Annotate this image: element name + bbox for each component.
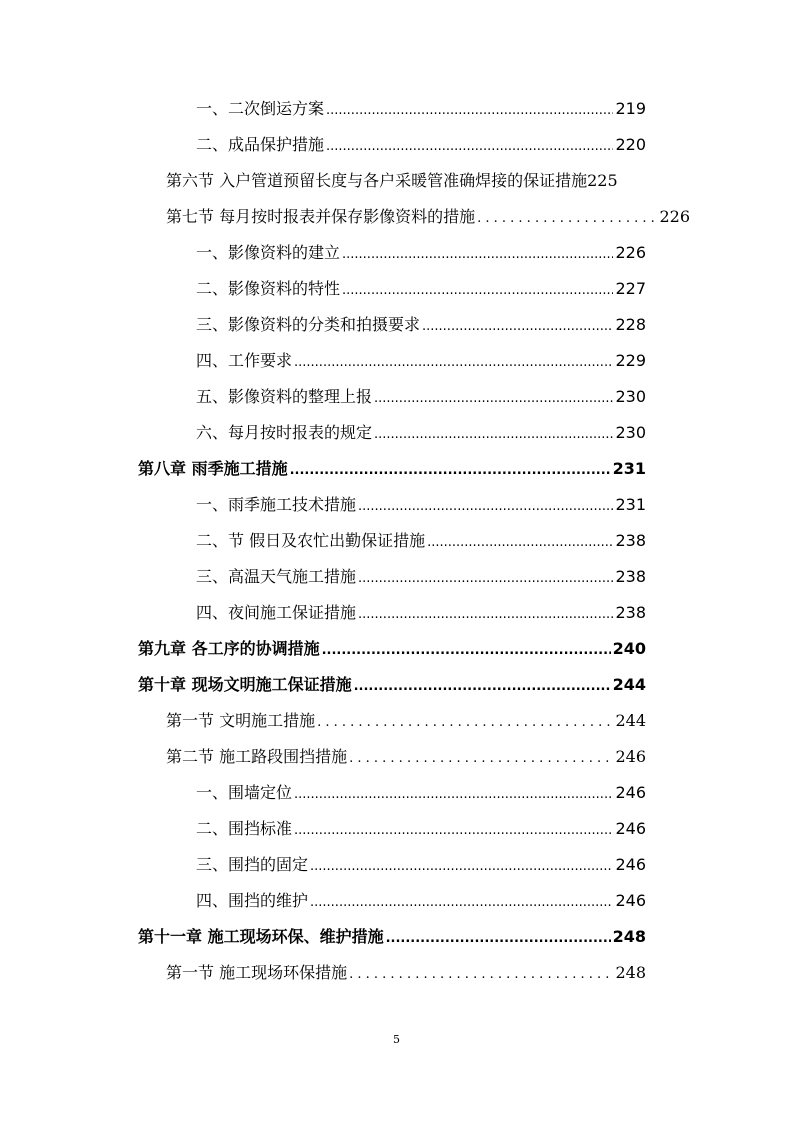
toc-entry-page: 240 <box>612 639 646 658</box>
toc-entry-label: 第八章 雨季施工措施 <box>138 459 288 478</box>
toc-entry-page: 246 <box>615 855 646 874</box>
toc-entry-label: 四、围挡的维护 <box>196 891 309 910</box>
toc-entry-page: 229 <box>615 351 646 370</box>
toc-entry-label: 第十章 现场文明施工保证措施 <box>138 675 352 694</box>
toc-entry-label: 一、影像资料的建立 <box>196 243 341 262</box>
toc-entry-page: 238 <box>615 567 646 586</box>
toc-chapter-entry[interactable] <box>138 923 646 951</box>
toc-entry-page: 238 <box>615 603 646 622</box>
toc-entry-page: 228 <box>615 315 646 334</box>
toc-entry[interactable] <box>196 815 646 843</box>
toc-entry-label: 三、高温天气施工措施 <box>196 567 357 586</box>
toc-entry-label: 一、雨季施工技术措施 <box>196 495 357 514</box>
toc-entry[interactable] <box>166 959 646 987</box>
toc-leader-dots <box>290 457 611 485</box>
toc-entry-label: 三、围挡的固定 <box>196 855 309 874</box>
toc-leader-dots <box>310 853 613 881</box>
toc-entry-page: 246 <box>615 783 646 802</box>
toc-entry-page: 244 <box>612 675 646 694</box>
toc-entry-page: 246 <box>615 747 646 766</box>
toc-entry[interactable] <box>166 167 690 195</box>
toc-entry-label: 二、成品保护措施 <box>196 135 325 154</box>
toc-leader-dots <box>422 313 613 341</box>
toc-entry[interactable] <box>196 563 646 591</box>
toc-entry-label: 第七节 每月按时报表并保存影像资料的措施 <box>166 207 476 226</box>
toc-entry-page: 248 <box>615 963 646 982</box>
toc-entry-page: 231 <box>615 495 646 514</box>
toc-leader-dots <box>349 961 613 989</box>
toc-entry-label: 三、影像资料的分类和拍摄要求 <box>196 315 421 334</box>
toc-entry[interactable] <box>196 95 646 123</box>
toc-entry-page: 231 <box>612 459 646 478</box>
toc-entry[interactable] <box>196 851 646 879</box>
toc-entry-label: 五、影像资料的整理上报 <box>196 387 373 406</box>
toc-leader-dots <box>294 781 613 809</box>
toc-chapter-entry[interactable] <box>138 635 646 663</box>
toc-leader-dots <box>342 277 613 305</box>
toc-entry-label: 第十一章 施工现场环保、维护措施 <box>138 927 384 946</box>
toc-leader-dots <box>322 637 611 665</box>
toc-entry-label: 四、工作要求 <box>196 351 293 370</box>
toc-entry-page: 226 <box>659 207 690 226</box>
toc-entry-page: 248 <box>612 927 646 946</box>
toc-entry-page: 244 <box>615 711 646 730</box>
toc-entry-page: 230 <box>615 423 646 442</box>
toc-entry-page: 225 <box>587 171 618 190</box>
toc-leader-dots <box>294 817 613 845</box>
toc-entry-page: 246 <box>615 891 646 910</box>
page-number: 5 <box>393 1033 400 1046</box>
toc-entry-label: 四、夜间施工保证措施 <box>196 603 357 622</box>
toc-entry[interactable] <box>196 491 646 519</box>
toc-leader-dots <box>374 385 613 413</box>
toc-entry[interactable] <box>166 707 646 735</box>
toc-entry-label: 一、二次倒运方案 <box>196 99 325 118</box>
toc-entry-label: 二、围挡标准 <box>196 819 293 838</box>
toc-entry-label: 第九章 各工序的协调措施 <box>138 639 320 658</box>
toc-entry[interactable] <box>196 311 646 339</box>
toc-entry[interactable] <box>196 347 646 375</box>
toc-entry[interactable] <box>196 779 646 807</box>
toc-entry-label: 第六节 入户管道预留长度与各户采暖管准确焊接的保证措施 <box>166 171 588 190</box>
toc-leader-dots <box>358 601 613 629</box>
toc-entry-label: 二、影像资料的特性 <box>196 279 341 298</box>
toc-entry[interactable] <box>196 383 646 411</box>
toc-entry[interactable] <box>196 527 646 555</box>
toc-entry[interactable] <box>166 743 646 771</box>
toc-entry-page: 230 <box>615 387 646 406</box>
toc-leader-dots <box>374 421 613 449</box>
toc-leader-dots <box>349 745 613 773</box>
toc-entry-label: 二、节 假日及农忙出勤保证措施 <box>196 531 426 550</box>
toc-chapter-entry[interactable] <box>138 455 646 483</box>
toc-leader-dots <box>427 529 613 557</box>
toc-entry-label: 一、围墙定位 <box>196 783 293 802</box>
toc-leader-dots <box>342 241 613 269</box>
toc-leader-dots <box>358 493 613 521</box>
toc-leader-dots <box>294 349 613 377</box>
toc-leader-dots <box>386 925 611 953</box>
toc-chapter-entry[interactable] <box>138 671 646 699</box>
toc-entry-label: 第一节 文明施工措施 <box>166 711 316 730</box>
toc-leader-dots <box>310 889 613 917</box>
toc-entry[interactable] <box>196 887 646 915</box>
toc-entry-label: 六、每月按时报表的规定 <box>196 423 373 442</box>
toc-leader-dots <box>326 133 613 161</box>
toc-leader-dots <box>477 205 657 233</box>
toc-entry[interactable] <box>196 239 646 267</box>
toc-entry-page: 226 <box>615 243 646 262</box>
toc-leader-dots <box>317 709 613 737</box>
toc-entry-page: 246 <box>615 819 646 838</box>
toc-entry[interactable] <box>196 275 646 303</box>
toc-entry-page: 238 <box>615 531 646 550</box>
toc-entry-page: 219 <box>615 99 646 118</box>
toc-entry-label: 第一节 施工现场环保措施 <box>166 963 348 982</box>
toc-entry[interactable] <box>196 419 646 447</box>
toc-entry[interactable] <box>196 599 646 627</box>
toc-entry-label: 第二节 施工路段围挡措施 <box>166 747 348 766</box>
toc-entry-page: 220 <box>615 135 646 154</box>
toc-leader-dots <box>326 97 613 125</box>
toc-entry[interactable] <box>166 203 690 231</box>
toc-leader-dots <box>354 673 611 701</box>
toc-entry[interactable] <box>196 131 646 159</box>
toc-entry-page: 227 <box>615 279 646 298</box>
toc-leader-dots <box>358 565 613 593</box>
